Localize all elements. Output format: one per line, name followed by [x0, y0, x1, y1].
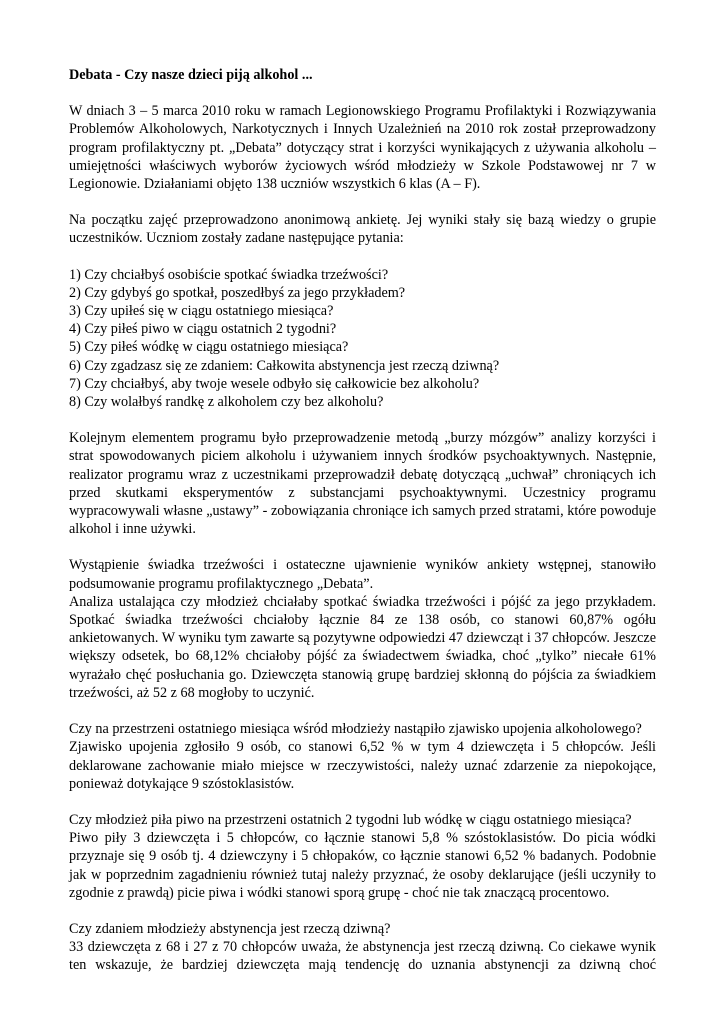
list-item: 8) Czy wolałbyś randkę z alkoholem czy bez alkoholu?	[69, 394, 384, 411]
summary-paragraph: Wystąpienie świadka trzeźwości i ostateczne ujawnienie wyników ankiety wstępnej, stanowiło podsumowanie programu profilaktycznego „Debata”.	[69, 557, 656, 592]
list-item: 4) Czy piłeś piwo w ciągu ostatnich 2 tygodni?	[69, 321, 337, 338]
question-beer-vodka: Czy młodzież piła piwo na przestrzeni ostatnich 2 tygodni lub wódkę w ciągu ostatniego miesiąca?	[69, 811, 632, 828]
list-item: 6) Czy zgadzasz się ze zdaniem: Całkowita abstynencja jest rzeczą dziwną?	[69, 357, 500, 374]
intro-paragraph: W dniach 3 – 5 marca 2010 roku w ramach Legionowskiego Programu Profilaktyki i Rozwiązywania Problemów Alkoholowych, Narkotycznych i Innych Uzależnień na 2010 rok został przeprowadzony program profilaktyczny pt. „Debata” dotyczący strat i korzyści wynikających z używania alkoholu – umiejętności właściwych wyborów życiowych wśród młodzieży w Szkole Podstawowej nr 7 w Legionowie. Działaniami objęto 138 uczniów wszystkich 6 klas (A – F).	[69, 103, 656, 193]
document-title: Debata - Czy nasze dzieci piją alkohol ...	[69, 67, 313, 83]
answer-abstinence: 33 dziewczęta z 68 i 27 z 70 chłopców uważa, że abstynencja jest rzeczą dziwną. Co ciekawe wynik ten wskazuje, że bardziej dziewczęta mają tendencję do uznania abstynencji za dziwną choć	[69, 939, 656, 974]
survey-questions-list	[69, 266, 656, 412]
survey-intro-paragraph: Na początku zajęć przeprowadzono anonimową ankietę. Jej wyniki stały się bazą wiedzy o grupie uczestników. Uczniom zostały zadane następujące pytania:	[69, 212, 656, 247]
list-item: 1) Czy chciałbyś osobiście spotkać świadka trzeźwości?	[69, 266, 389, 283]
answer-beer-vodka: Piwo piły 3 dziewczęta i 5 chłopców, co łącznie stanowi 5,8 % szóstoklasistów. Do picia wódki przyznaje się 9 osób tj. 4 dziewczyny i 5 chłopaków, co łącznie stanowi 6,52 % badanych. Podobnie jak w poprzednim zagadnieniu również tutaj należy przyznać, że osoby deklarujące (jeśli uczyniły to zgodnie z prawdą) picie piwa i wódki stanowi sporą grupę - choć nie tak znaczącą procentowo.	[69, 830, 656, 901]
list-item: 7) Czy chciałbyś, aby twoje wesele odbyło się całkowicie bez alkoholu?	[69, 375, 480, 392]
answer-intoxication: Zjawisko upojenia zgłosiło 9 osób, co stanowi 6,52 % w tym 4 dziewczęta i 5 chłopców. Jeśli deklarowane zachowanie miało miejsce w rzeczywistości, należy uznać zdarzenie za niepokojące, ponieważ dotykające 9 szóstoklasistów.	[69, 739, 656, 792]
question-abstinence: Czy zdaniem młodzieży abstynencja jest rzeczą dziwną?	[69, 920, 391, 937]
list-item: 3) Czy upiłeś się w ciągu ostatniego miesiąca?	[69, 303, 334, 320]
brainstorm-paragraph: Kolejnym elementem programu było przeprowadzenie metodą „burzy mózgów” analizy korzyści i strat spowodowanych piciem alkoholu i używaniem innych środków psychoaktywnych. Następnie, realizator programu wraz z uczestnikami przeprowadził debatę dotyczącą „uchwał” chroniących ich przed skutkami eksperymentów z substancjami psychoaktywnymi. Uczestnicy programu wypracowywali własne „ustawy” - zobowiązania chroniące ich samych przed stratami, które powoduje alkohol i inne używki.	[69, 430, 656, 538]
question-intoxication: Czy na przestrzeni ostatniego miesiąca wśród młodzieży nastąpiło zjawisko upojenia alkoholowego?	[69, 721, 642, 738]
list-item: 2) Czy gdybyś go spotkał, poszedłbyś za jego przykładem?	[69, 284, 406, 301]
list-item: 5) Czy piłeś wódkę w ciągu ostatniego miesiąca?	[69, 339, 349, 356]
analysis-paragraph: Analiza ustalająca czy młodzież chciałaby spotkać świadka trzeźwości i pójść za jego przykładem. Spotkać świadka trzeźwości chciałoby łącznie 84 ze 138 osób, co stanowi 60,87% ogółu ankietowanych. W wyniku tym zawarte są pozytywne odpowiedzi 47 dziewcząt i 37 chłopców. Jeszcze większy odsetek, bo 68,12% chciałoby pójść za świadectwem świadka, choć „tylko” niecałe 61% wyrażało chęć posłuchania go. Dziewczęta stanowią grupę bardziej skłonną do pójścia za świadkiem trzeźwości, aż 52 z 68 mogłoby to uczynić.	[69, 593, 656, 701]
